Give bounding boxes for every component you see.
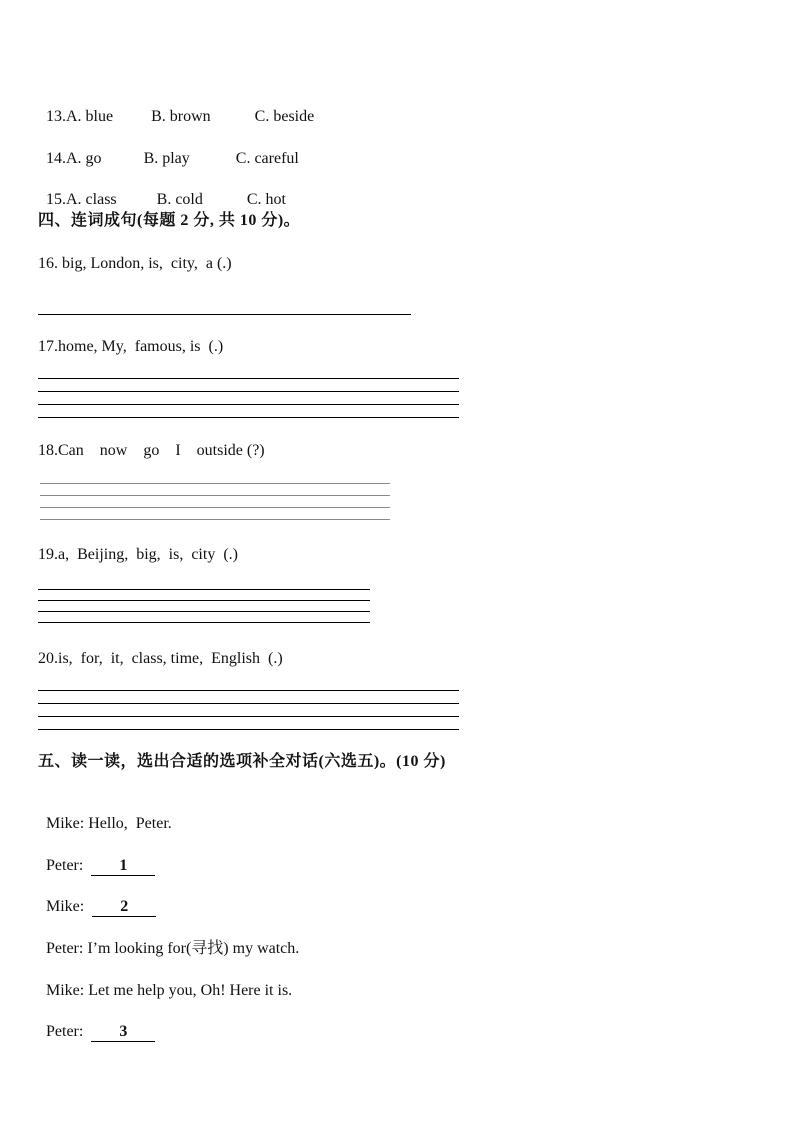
speaker: Peter: [46,857,84,874]
answer-line [38,404,459,405]
section-5-heading: 五、读一读，选出合适的选项补全对话(六选五)。(10 分) [38,753,446,770]
answer-line [40,495,390,496]
speaker: Peter: [46,940,84,957]
option-a: A. go [66,150,102,167]
answer-line [40,507,390,508]
section-4-heading: 四、连词成句(每题 2 分, 共 10 分)。 [38,212,301,229]
answer-line [38,417,459,418]
choice-item-13 [38,87,314,127]
answer-line [40,519,390,520]
choice-item-14 [38,129,299,169]
question-18: 18.Can now go I outside (?) [38,442,265,459]
question-number: 14. [46,150,66,167]
dialogue-text: Let me help you, Oh! Here it is. [88,982,293,999]
option-b: B. play [143,150,190,167]
answer-line [38,589,370,590]
question-17: 17.home, My, famous, is (.) [38,338,224,355]
answer-blank[interactable]: 3 [91,1023,155,1042]
dialogue-line-5 [38,961,292,1001]
option-b: B. brown [151,108,211,125]
answer-line [40,483,390,484]
answer-blank[interactable]: 1 [91,857,155,876]
speaker: Mike: [46,982,85,999]
answer-line [38,611,370,612]
dialogue-line-1 [38,794,172,834]
speaker: Peter: [46,1023,84,1040]
answer-line [38,378,459,379]
answer-line [38,690,459,691]
answer-line [38,391,459,392]
answer-line [38,703,459,704]
option-b: B. cold [156,191,203,208]
answer-blank[interactable]: 2 [92,898,156,917]
dialogue-line-4 [38,919,299,959]
speaker: Mike: [46,898,85,915]
answer-line [38,600,370,601]
choice-item-15 [38,170,286,210]
dialogue-line-3 [38,877,156,917]
question-number: 13. [46,108,66,125]
dialogue-line-2 [38,836,155,876]
dialogue-text: I’m looking for(寻找) my watch. [87,940,300,957]
option-c: C. careful [235,150,299,167]
answer-line [38,716,459,717]
option-c: C. beside [254,108,315,125]
question-19: 19.a, Beijing, big, is, city (.) [38,546,238,563]
dialogue-text: Hello, Peter. [88,815,172,832]
answer-line [38,622,370,623]
option-a: A. class [66,191,117,208]
answer-line [38,729,459,730]
dialogue-line-6 [38,1002,155,1042]
speaker: Mike: [46,815,85,832]
question-16: 16. big, London, is, city, a (.) [38,255,232,272]
option-c: C. hot [246,191,286,208]
option-a: A. blue [66,108,114,125]
question-number: 15. [46,191,66,208]
question-20: 20.is, for, it, class, time, English (.) [38,650,283,667]
answer-line [38,314,411,315]
